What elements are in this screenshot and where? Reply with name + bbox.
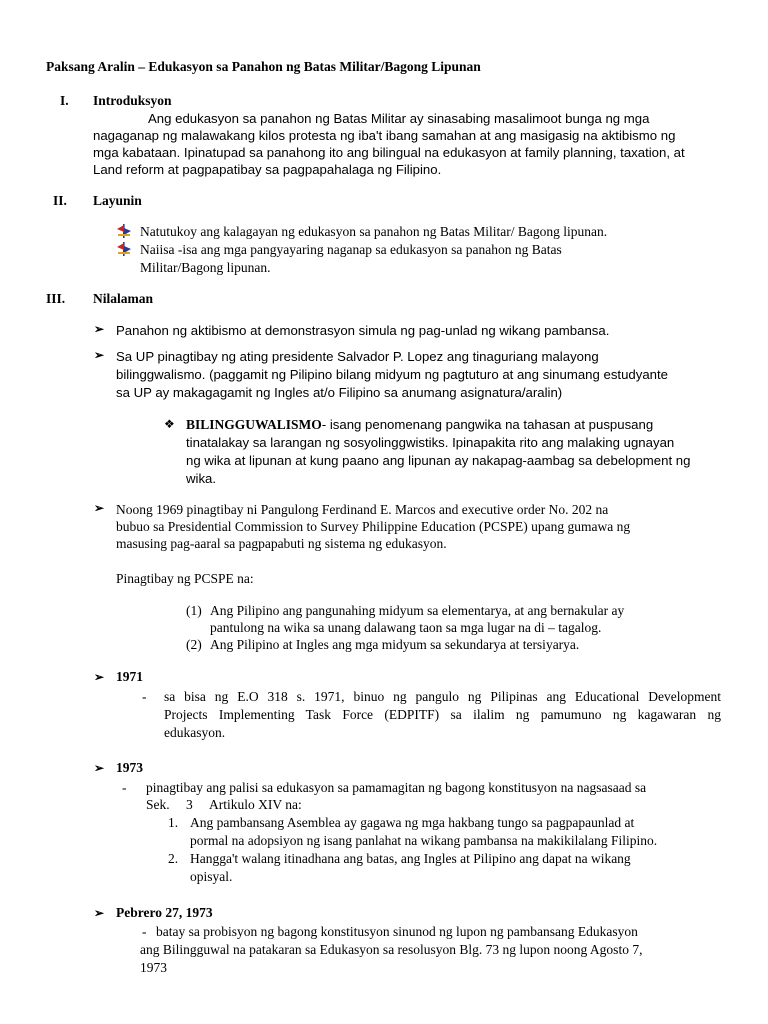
section-heading-introduksyon: Introduksyon xyxy=(93,93,172,108)
flag-bullet-icon xyxy=(116,242,132,256)
layunin-item-1: Natutukoy ang kalagayan ng edukasyon sa panahon ng Batas Militar/ Bagong lipunan. xyxy=(140,224,608,239)
feb-1973-line-2: ang Bilingguwal na patakaran sa Edukasyon sa resolusyon Blg. 73 ng lupon noong Agosto 7, xyxy=(140,942,643,957)
feb-1973-dash: - xyxy=(142,924,147,939)
pcspe-item-1-line-2: pantulong na wika sa unang dalawang taon sa mga lugar na di – tagalog. xyxy=(210,620,602,635)
year-1973-article: Artikulo XIV na: xyxy=(209,797,302,812)
year-1973-sek: Sek. xyxy=(146,797,170,812)
year-1971-line-2: Projects Implementing Task Force (EDPITF) sa ilalim ng pamumuno ng kagawaran ng xyxy=(164,707,721,722)
definition-line-3: ng wika at lipunan at kung paano ang lipunan ay nakapag-aambag sa debelopment ng xyxy=(186,453,691,468)
year-1973-sek-number: 3 xyxy=(186,797,193,812)
section-numeral-1: I. xyxy=(60,93,69,108)
intro-line-3: mga kabataan. Ipinatupad sa panahong ito ang bilingual na edukasyon at family planning, taxation, at xyxy=(93,145,685,160)
pcspe-intro: Pinagtibay ng PCSPE na: xyxy=(116,571,254,586)
nilalaman-bullet-1: Panahon ng aktibismo at demonstrasyon simula ng pag-unlad ng wikang pambansa. xyxy=(116,323,610,338)
layunin-item-2: Naiisa -isa ang mga pangyayaring naganap sa edukasyon sa panahon ng Batas xyxy=(140,242,562,257)
nilalaman-bullet-2-line-1: Sa UP pinagtibay ng ating presidente Salvador P. Lopez ang tinaguriang malayong xyxy=(116,349,599,364)
nilalaman-bullet-3-line-3: masusing pag-aaral sa pagpapabuti ng sistema ng edukasyon. xyxy=(116,536,447,551)
nilalaman-bullet-3-line-1: Noong 1969 pinagtibay ni Pangulong Ferdinand E. Marcos and executive order No. 202 na xyxy=(116,502,609,517)
section-numeral-2: II. xyxy=(53,193,67,208)
intro-line-2: nagaganap ng malawakang kilos protesta ng iba't ibang samahan at ang masigasig na aktibismo ng xyxy=(93,128,676,143)
section-heading-nilalaman: Nilalaman xyxy=(93,291,154,306)
year-1971-dash: - xyxy=(142,689,147,704)
intro-line-4: Land reform at pagpapatibay sa pagpapahalaga ng Filipino. xyxy=(93,162,442,177)
section-heading-layunin: Layunin xyxy=(93,193,142,208)
year-1971-line-3: edukasyon. xyxy=(164,725,226,740)
section-numeral-3: III. xyxy=(46,291,66,306)
year-1973-dash: - xyxy=(122,780,127,795)
feb-1973-heading: Pebrero 27, 1973 xyxy=(116,905,213,920)
feb-1973-line-3: 1973 xyxy=(140,960,167,975)
year-1973-line-1: pinagtibay ang palisi sa edukasyon sa pamamagitan ng bagong konstitusyon na nagsasaad sa xyxy=(146,780,647,795)
pcspe-item-2-number: (2) xyxy=(186,637,202,652)
year-1971-heading: 1971 xyxy=(116,669,143,684)
definition-line-2: tinatalakay sa larangan ng sosyolinggwistiks. Ipinapakita rito ang malaking ugnayan xyxy=(186,435,675,450)
year-1973-heading: 1973 xyxy=(116,760,143,775)
arrow-bullet-icon: ➢ xyxy=(94,322,105,336)
nilalaman-bullet-3-line-2: bubuo sa Presidential Commission to Survey Philippine Education (PCSPE) upang gumawa ng xyxy=(116,519,631,534)
feb-1973-line-1: batay sa probisyon ng bagong konstitusyon sinunod ng lupon ng pambansang Edukasyon xyxy=(156,924,638,939)
definition-term: BILINGGUWALISMO xyxy=(186,417,322,432)
arrow-bullet-icon: ➢ xyxy=(94,906,105,920)
page-title: Paksang Aralin – Edukasyon sa Panahon ng Batas Militar/Bagong Lipunan xyxy=(46,59,481,74)
year-1973-item-1-number: 1. xyxy=(168,815,179,830)
diamond-bullet-icon: ❖ xyxy=(164,417,175,431)
year-1973-item-2-number: 2. xyxy=(168,851,179,866)
year-1973-item-1-line-1: Ang pambansang Asemblea ay gagawa ng mga hakbang tungo sa pagpapaunlad at xyxy=(190,815,635,830)
nilalaman-bullet-2-line-3: sa UP ay makagagamit ng Ingles at/o Filipino sa anumang asignatura/aralin) xyxy=(116,385,563,400)
arrow-bullet-icon: ➢ xyxy=(94,348,105,362)
nilalaman-bullet-2-line-2: bilinggwalismo. (paggamit ng Pilipino bilang midyum ng pagtuturo at ang sinumang estudyante xyxy=(116,367,669,382)
layunin-item-2-cont: Militar/Bagong lipunan. xyxy=(140,260,271,275)
arrow-bullet-icon: ➢ xyxy=(94,761,105,775)
arrow-bullet-icon: ➢ xyxy=(94,501,105,515)
year-1973-item-1-line-2: pormal na adopsiyon ng isang panlahat na wikang pambansa na makikilalang Filipino. xyxy=(190,833,658,848)
year-1973-item-2-line-2: opisyal. xyxy=(190,869,233,884)
arrow-bullet-icon: ➢ xyxy=(94,670,105,684)
pcspe-item-1-number: (1) xyxy=(186,603,202,618)
definition-line-4: wika. xyxy=(186,471,217,486)
pcspe-item-1-line-1: Ang Pilipino ang pangunahing midyum sa elementarya, at ang bernakular ay xyxy=(210,603,625,618)
year-1971-line-1: sa bisa ng E.O 318 s. 1971, binuo ng pangulo ng Pilipinas ang Educational Development xyxy=(164,689,721,704)
definition-line-1 xyxy=(186,416,653,435)
pcspe-item-2-line-1: Ang Pilipino at Ingles ang mga midyum sa sekundarya at tersiyarya. xyxy=(210,637,580,652)
flag-bullet-icon xyxy=(116,224,132,238)
year-1973-item-2-line-1: Hangga't walang itinadhana ang batas, ang Ingles at Pilipino ang dapat na wikang xyxy=(190,851,631,866)
definition-text: - isang penomenang pangwika na tahasan at puspusang xyxy=(321,417,654,432)
intro-line-1: Ang edukasyon sa panahon ng Batas Militar ay sinasabing masalimoot bunga ng mga xyxy=(148,111,650,126)
